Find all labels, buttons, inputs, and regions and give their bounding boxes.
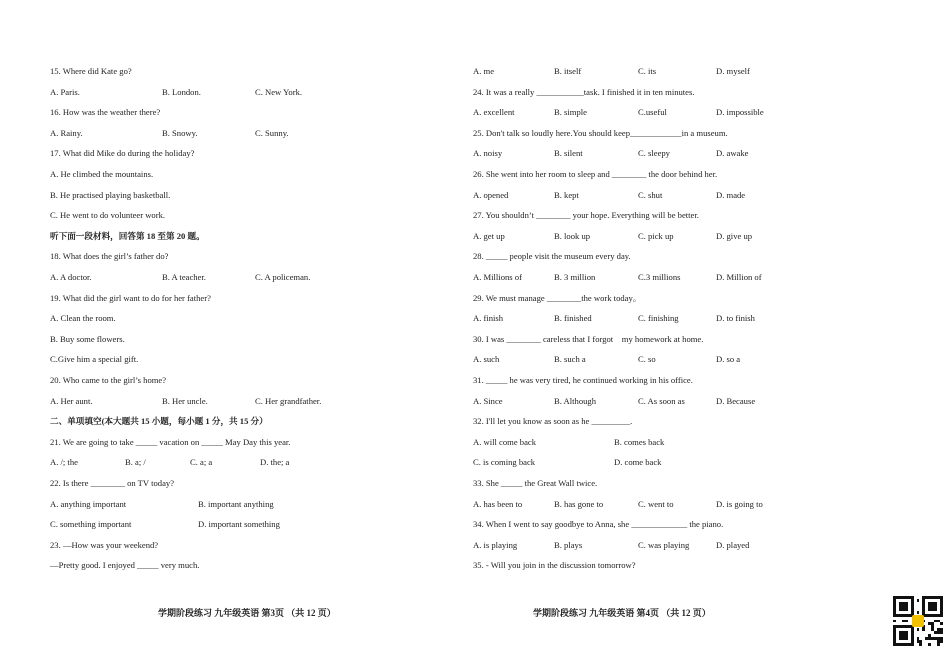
answer-option: B. has gone to <box>554 498 604 509</box>
question-text: 17. What did Mike do during the holiday? <box>50 148 195 159</box>
question-text: 23. —How was your weekend? <box>50 539 159 550</box>
answer-option: C. New York. <box>255 86 303 97</box>
answer-option: D. Million of <box>716 272 762 282</box>
answer-option: D. impossible <box>716 107 764 118</box>
answer-option: C.useful <box>638 107 667 118</box>
question-text: 22. Is there ________ on TV today? <box>50 478 175 488</box>
answer-option: D. come back <box>614 457 662 468</box>
answer-option: A. A doctor. <box>50 272 92 282</box>
answer-option: A. will come back <box>473 436 537 447</box>
answer-option: A. finish <box>473 313 504 324</box>
answer-option: A. Rainy. <box>50 127 83 138</box>
answer-option: D. Because <box>716 395 756 406</box>
question-text: 20. Who came to the girl’s home? <box>50 375 167 385</box>
answer-option: B. 3 million <box>554 272 596 282</box>
options-row <box>50 518 450 530</box>
answer-option: B. such a <box>554 354 586 365</box>
question-text: 32. I'll let you know as soon as he _________. <box>473 416 633 427</box>
answer-option: A. me <box>473 66 495 76</box>
question-text: 27. You shouldn’t ________ your hope. Everything will be better. <box>473 210 699 221</box>
question-text: B. He practised playing basketball. <box>50 189 171 200</box>
answer-option: A. anything important <box>50 498 127 509</box>
right-page-footer: 学期阶段练习 九年级英语 第4页 （共 12 页） <box>533 608 711 618</box>
answer-option: A. Paris. <box>50 86 80 97</box>
question-text: 26. She went into her room to sleep and ________ the door behind her. <box>473 169 718 179</box>
answer-option: A. get up <box>473 230 505 241</box>
answer-option: B. Snowy. <box>162 127 198 138</box>
options-row <box>50 395 450 407</box>
options-row <box>473 106 893 118</box>
options-row <box>473 539 893 551</box>
answer-option: A. excellent <box>473 107 515 118</box>
question-text: C.Give him a special gift. <box>50 354 139 365</box>
options-row <box>473 147 893 159</box>
answer-option: C. its <box>638 66 657 76</box>
answer-option: D. played <box>716 539 750 550</box>
question-text: 34. When I went to say goodbye to Anna, she _____________ the piano. <box>473 519 724 530</box>
left-page-footer: 学期阶段练习 九年级英语 第3页 （共 12 页） <box>158 608 336 618</box>
answer-option: B. silent <box>554 148 583 159</box>
answer-option: C. pick up <box>638 230 674 241</box>
answer-option: B. look up <box>554 230 591 241</box>
answer-option: D. so a <box>716 354 741 365</box>
answer-option: A. opened <box>473 189 509 200</box>
qr-code-icon <box>893 596 943 646</box>
question-text: 19. What did the girl want to do for her father? <box>50 292 211 303</box>
options-row <box>50 86 450 98</box>
question-text: 21. We are going to take _____ vacation on _____ May Day this year. <box>50 436 291 447</box>
answer-option: D. myself <box>716 66 750 76</box>
answer-option: D. awake <box>716 148 749 159</box>
options-row <box>473 189 893 201</box>
answer-option: C. Her grandfather. <box>255 395 322 406</box>
options-row <box>473 456 893 468</box>
answer-option: A. such <box>473 354 500 365</box>
answer-option: A. noisy <box>473 148 503 159</box>
answer-option: B. A teacher. <box>162 272 206 282</box>
question-text: A. He climbed the mountains. <box>50 169 154 179</box>
section-heading: 二、单项填空(本大题共 15 小题，每小题 1 分，共 15 分） <box>50 416 268 427</box>
options-row <box>473 395 893 407</box>
answer-option: D. is going to <box>716 498 763 509</box>
options-row <box>473 271 893 283</box>
answer-option: B. itself <box>554 66 582 76</box>
options-row <box>473 230 893 242</box>
options-row <box>473 312 893 324</box>
options-row <box>473 353 893 365</box>
answer-option: C. A policeman. <box>255 272 311 282</box>
answer-option: A. Her aunt. <box>50 395 93 406</box>
answer-option: C. shut <box>638 189 663 200</box>
answer-option: A. /; the <box>50 457 78 468</box>
question-text: 31. _____ he was very tired, he continued working in his office. <box>473 375 693 385</box>
options-row <box>50 498 450 510</box>
question-text: 28. _____ people visit the museum every day. <box>473 251 631 262</box>
answer-option: A. is playing <box>473 539 518 550</box>
answer-option: A. has been to <box>473 498 523 509</box>
question-text: 16. How was the weather there? <box>50 107 161 118</box>
options-row <box>50 456 450 468</box>
answer-option: B. finished <box>554 313 592 324</box>
answer-option: B. a; / <box>125 457 146 468</box>
answer-option: B. plays <box>554 539 583 550</box>
question-text: 15. Where did Kate go? <box>50 66 132 76</box>
options-row <box>473 436 893 448</box>
answer-option: B. kept <box>554 189 579 200</box>
answer-option: D. the; a <box>260 457 290 468</box>
question-text: 35. - Will you join in the discussion tomorrow? <box>473 560 636 571</box>
answer-option: C. is coming back <box>473 457 536 468</box>
question-text: B. Buy some flowers. <box>50 333 125 344</box>
options-row <box>50 271 450 283</box>
answer-option: C. finishing <box>638 313 679 324</box>
answer-option: C. something important <box>50 519 132 530</box>
answer-option: A. Millions of <box>473 272 522 282</box>
question-text: 33. She _____ the Great Wall twice. <box>473 478 598 488</box>
answer-option: C. was playing <box>638 539 690 550</box>
question-text: 25. Don't talk so loudly here.You should keep____________in a museum. <box>473 127 728 138</box>
answer-option: B. Her uncle. <box>162 395 208 406</box>
options-row <box>473 65 893 77</box>
answer-option: C. so <box>638 354 656 365</box>
answer-option: B. London. <box>162 86 201 97</box>
answer-option: D. important something <box>198 519 280 530</box>
answer-option: C. As soon as <box>638 395 685 406</box>
answer-option: D. to finish <box>716 313 755 324</box>
answer-option: B. comes back <box>614 436 665 447</box>
answer-option: C.3 millions <box>638 272 681 282</box>
question-text: C. He went to do volunteer work. <box>50 210 166 221</box>
answer-option: B. important anything <box>198 498 274 509</box>
answer-option: C. a; a <box>190 457 213 468</box>
question-text: 24. It was a really ___________task. I finished it in ten minutes. <box>473 86 695 97</box>
answer-option: B. Although <box>554 395 597 406</box>
question-text: 18. What does the girl’s father do? <box>50 251 169 262</box>
answer-option: C. sleepy <box>638 148 670 159</box>
question-text: 30. I was ________ careless that I forgot my homework at home. <box>473 333 704 344</box>
question-text: A. Clean the room. <box>50 313 116 324</box>
section-heading: 听下面一段材料，回答第 18 至第 20 题。 <box>50 230 205 241</box>
answer-option: A. Since <box>473 395 503 406</box>
answer-option: C. Sunny. <box>255 127 289 138</box>
answer-option: D. give up <box>716 230 753 241</box>
answer-option: B. simple <box>554 107 587 118</box>
answer-option: C. went to <box>638 498 674 509</box>
question-text: —Pretty good. I enjoyed _____ very much. <box>50 560 200 571</box>
answer-option: D. made <box>716 189 746 200</box>
options-row <box>50 127 450 139</box>
options-row <box>473 498 893 510</box>
question-text: 29. We must manage ________the work today。 <box>473 292 642 303</box>
